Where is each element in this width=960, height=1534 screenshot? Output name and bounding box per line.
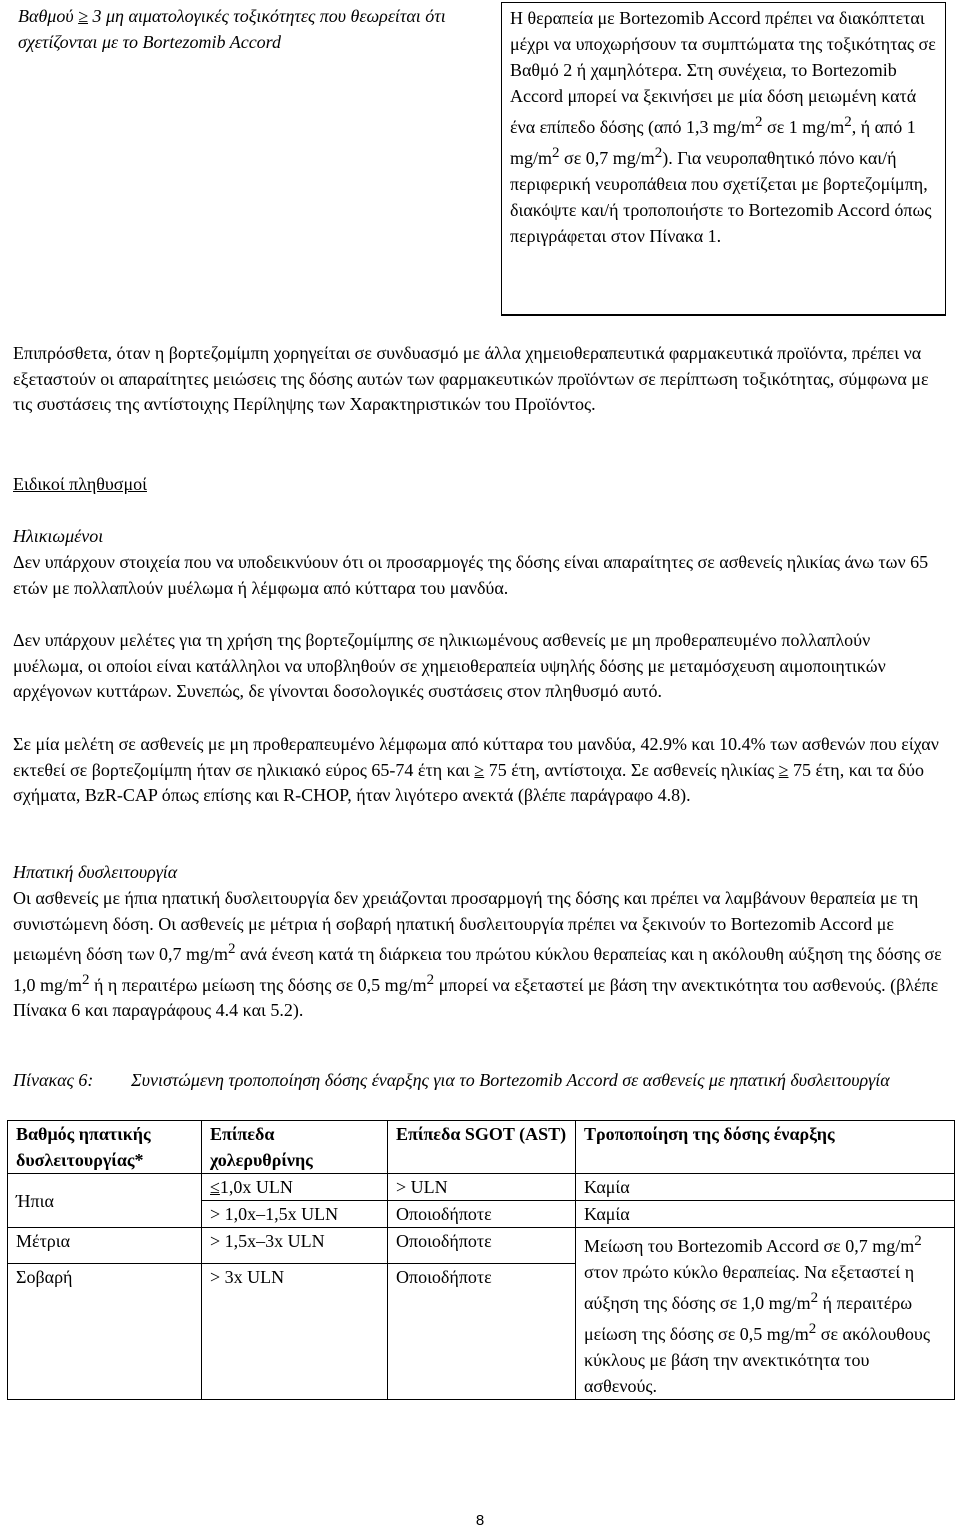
bilirubin-cell: > 1,0x–1,5x ULN xyxy=(202,1201,388,1228)
special-populations-heading: Ειδικοί πληθυσμοί xyxy=(13,474,147,494)
header-grade: Βαθμός ηπατικής δυσλειτουργίας* xyxy=(8,1121,202,1174)
bilirubin-cell: > 1,5x–3x ULN xyxy=(202,1228,388,1264)
hepatic-heading: Ηπατική δυσλειτουργία xyxy=(13,862,178,882)
table6-caption xyxy=(13,1068,943,1094)
modification-cell: Καμία xyxy=(576,1201,955,1228)
elderly-paragraph-2: Δεν υπάρχουν μελέτες για τη χρήση της βορτεζομίμπης σε ηλικιωμένους ασθενείς με μη προθεραπευμένο πολλαπλούν μυέλωμα, οι οποίοι είναι κατάλληλοι να υποβληθούν σε χημειοθεραπεία υψηλής δόσης με μεταμόσχευση αιμοποιητικών αρχέγονων κυττάρων. Συνεπώς, δε γίνονται δοσολογικές συστάσεις στον πληθυσμό αυτό. xyxy=(13,630,886,701)
grade3-toxicity-label: Βαθμού ≥ 3 μη αιματολογικές τοξικότητες που θεωρείται ότι σχετίζονται με το Bortezomib Accord xyxy=(18,5,446,52)
table-header-row xyxy=(8,1121,955,1174)
grade3-toxicity-table xyxy=(12,2,946,316)
header-sgot: Επίπεδα SGOT (AST) xyxy=(388,1121,576,1174)
modification-cell: Μείωση του Bortezomib Accord σε 0,7 $mg/m^2$ στον πρώτο κύκλο θεραπείας. Να εξεταστεί η αύξηση της δόσης σε 1,0 $mg/m^2$ ή περαιτέρω μείωση της δόσης σε 0,5 $mg/m^2$ σε ακόλουθους κύκλους με βάση την ανεκτικότητα του ασθενούς. xyxy=(576,1228,955,1400)
modification-cell: Καμία xyxy=(576,1174,955,1201)
bilirubin-cell: ≤1,0x ULN xyxy=(202,1174,388,1201)
page-number: 8 xyxy=(475,1512,485,1529)
bilirubin-cell: > 3x ULN xyxy=(202,1264,388,1400)
combination-paragraph: Επιπρόσθετα, όταν η βορτεζομίμπη χορηγείται σε συνδυασμό με άλλα χημειοθεραπευτικά φαρμακευτικά προϊόντα, πρέπει να εξεταστούν οι απαραίτητες μειώσεις της δόσης αυτών των φαρμακευτικών προϊόντων σε περίπτωση τοξικότητας, σύμφωνα με τις συστάσεις της αντίστοιχης Περίληψης των Χαρακτηριστικών του Προϊόντος. xyxy=(13,343,929,414)
elderly-paragraph-1: Δεν υπάρχουν στοιχεία που να υποδεικνύουν ότι οι προσαρμογές της δόσης είναι απαραίτητες σε ασθενείς ηλικίας άνω των 65 ετών με πολλαπλούν μυέλωμα ή λέμφωμα από κύτταρα του μανδύα. xyxy=(13,552,929,598)
table6-label: Πίνακας 6: xyxy=(13,1070,94,1090)
elderly-heading: Ηλικιωμένοι xyxy=(13,526,104,546)
elderly-paragraph-3: Σε μία μελέτη σε ασθενείς με μη προθεραπευμένο λέμφωμα από κύτταρα του μανδύα, 42.9% και 10.4% των ασθενών που είχαν εκτεθεί σε βορτεζομίμπη ήταν σε ηλικιακό εύρος 65-74 έτη και ≥ 75 έτη, αντίστοιχα. Σε ασθενείς ηλικίας ≥ 75 έτη, και τα δύο σχήματα, BzR-CAP όπως επίσης και R-CHOP, ήταν λιγότερο ανεκτά (βλέπε παράγραφο 4.8). xyxy=(13,734,939,805)
grade-moderate: Μέτρια xyxy=(8,1228,202,1264)
hepatic-dose-table xyxy=(7,1120,955,1400)
sgot-cell: Οποιοδήποτε xyxy=(388,1228,576,1264)
grade3-toxicity-recommendation: Η θεραπεία με Bortezomib Accord πρέπει να διακόπτεται μέχρι να υποχωρήσουν τα συμπτώματα της τοξικότητας σε Βαθμό 2 ή χαμηλότερα. Στη συνέχεια, το Bortezomib Accord μπορεί να ξεκινήσει με μία δόση μειωμένη κατά ένα επίπεδο δόσης (από 1,3 $mg/m^2$ σε 1 $mg/m^2$, ή από 1 $mg/m^2$ σε 0,7 $mg/m^2$). Για νευροπαθητικό πόνο και/ή περιφερική νευροπάθεια που σχετίζεται με βορτεζομίμπη, διακόψτε και/ή τροποποιήστε το Bortezomib Accord όπως περιγράφεται στον Πίνακα 1. xyxy=(502,3,946,315)
header-modification: Τροποποίηση της δόσης έναρξης xyxy=(576,1121,955,1174)
header-bilirubin: Επίπεδα χολερυθρίνης xyxy=(202,1121,388,1174)
table-row xyxy=(8,1228,955,1264)
table-row xyxy=(8,1174,955,1201)
sgot-cell: Οποιοδήποτε xyxy=(388,1201,576,1228)
table6-title: Συνιστώμενη τροποποίηση δόσης έναρξης για το Bortezomib Accord σε ασθενείς με ηπατική δυσλειτουργία xyxy=(131,1070,890,1090)
ge-symbol: ≥ xyxy=(78,5,88,26)
hepatic-paragraph: Οι ασθενείς με ήπια ηπατική δυσλειτουργία δεν χρειάζονται προσαρμογή της δόσης και πρέπει να λαμβάνουν θεραπεία με τη συνιστώμενη δόση. Οι ασθενείς με μέτρια ή σοβαρή ηπατική δυσλειτουργία πρέπει να ξεκινούν το Bortezomib Accord με μειωμένη δόση των 0,7 $mg/m^2$ ανά ένεση κατά τη διάρκεια του πρώτου κύκλου θεραπείας και η ακόλουθη αύξηση της δόσης σε 1,0 $mg/m^2$ ή η περαιτέρω μείωση της δόσης σε 0,5 $mg/m^2$ μπορεί να εξεταστεί με βάση την ανεκτικότητα του ασθενούς. (βλέπε Πίνακα 6 και παραγράφους 4.4 και 5.2). xyxy=(13,888,942,1020)
grade-severe: Σοβαρή xyxy=(8,1264,202,1400)
sgot-cell: > ULN xyxy=(388,1174,576,1201)
sgot-cell: Οποιοδήποτε xyxy=(388,1264,576,1400)
grade-mild: Ήπια xyxy=(8,1174,202,1228)
